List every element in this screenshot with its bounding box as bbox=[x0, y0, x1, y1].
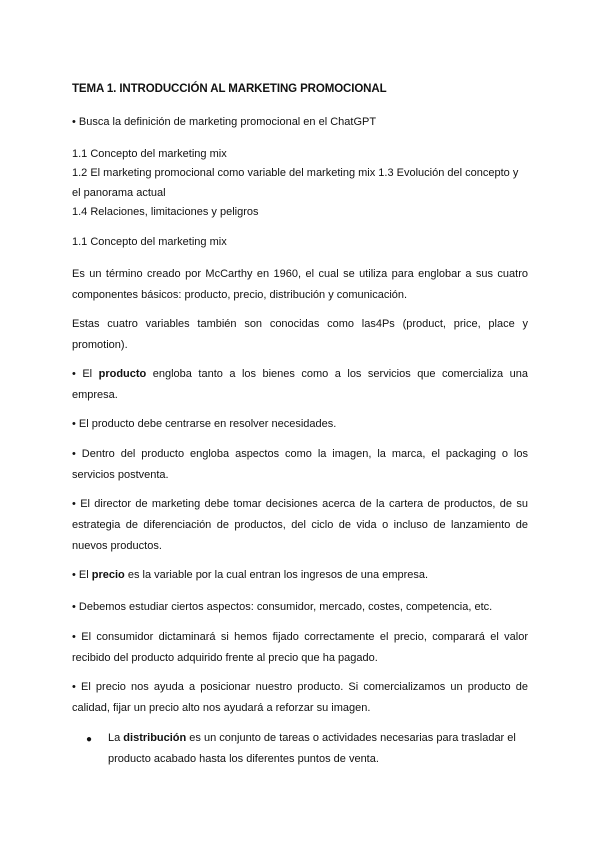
bullet-director-marketing: • El director de marketing debe tomar decisiones acerca de la cartera de productos, de su estrategia de diferenciación de productos, del ciclo de vida o incluso de lanzamiento de nuevos productos. bbox=[72, 498, 528, 552]
bullet-precio bbox=[72, 565, 528, 586]
bullet-posicionar: • El precio nos ayuda a posicionar nuestro producto. Si comercializamos un producto de calidad, fijar un precio alto nos ayudará a reforzar su imagen. bbox=[72, 681, 528, 714]
paragraph-1: Es un término creado por McCarthy en 1960, el cual se utiliza para englobar a sus cuatro componentes básicos: producto, precio, distribución y comunicación. bbox=[72, 268, 528, 301]
bullet-precio-pre: • El bbox=[72, 569, 92, 581]
bullet-distribucion-post: es un conjunto de tareas o actividades necesarias para trasladar el producto acabado hasta los diferentes puntos de venta. bbox=[108, 732, 516, 765]
document-title: TEMA 1. INTRODUCCIÓN AL MARKETING PROMOCIONAL bbox=[72, 83, 387, 95]
toc-item-1: 1.1 Concepto del marketing mix bbox=[72, 148, 227, 160]
toc-item-3: 1.4 Relaciones, limitaciones y peligros bbox=[72, 206, 259, 218]
paragraph-2: Estas cuatro variables también son conocidas como las4Ps (product, price, place y promotion). bbox=[72, 318, 528, 351]
bullet-precio-post: es la variable por la cual entran los ingresos de una empresa. bbox=[124, 569, 429, 581]
bullet-distribucion-pre: La bbox=[108, 732, 124, 744]
intro-bullet: • Busca la definición de marketing promocional en el ChatGPT bbox=[72, 116, 377, 128]
bullet-precio-bold: precio bbox=[91, 569, 125, 581]
bullet-necesidades: • El producto debe centrarse en resolver necesidades. bbox=[72, 418, 337, 430]
section-heading: 1.1 Concepto del marketing mix bbox=[72, 236, 227, 248]
bullet-distribucion bbox=[108, 728, 528, 770]
bullet-producto-pre: • El bbox=[72, 368, 99, 380]
bullet-producto bbox=[72, 364, 528, 406]
bullet-distribucion-bold: distribución bbox=[123, 732, 187, 744]
bullet-aspectos-producto: • Dentro del producto engloba aspectos como la imagen, la marca, el packaging o los servicios postventa. bbox=[72, 448, 528, 481]
bullet-producto-post: engloba tanto a los bienes como a los servicios que comercializa una empresa. bbox=[72, 368, 528, 401]
bullet-dot-icon: ● bbox=[86, 734, 93, 745]
bullet-consumidor: • El consumidor dictaminará si hemos fijado correctamente el precio, comparará el valor recibido del producto adquirido frente al precio que ha pagado. bbox=[72, 631, 528, 664]
bullet-producto-bold: producto bbox=[98, 368, 147, 380]
toc-item-2: 1.2 El marketing promocional como variable del marketing mix 1.3 Evolución del concepto y el panorama actual bbox=[72, 167, 519, 199]
bullet-aspectos-precio: • Debemos estudiar ciertos aspectos: consumidor, mercado, costes, competencia, etc. bbox=[72, 601, 493, 613]
